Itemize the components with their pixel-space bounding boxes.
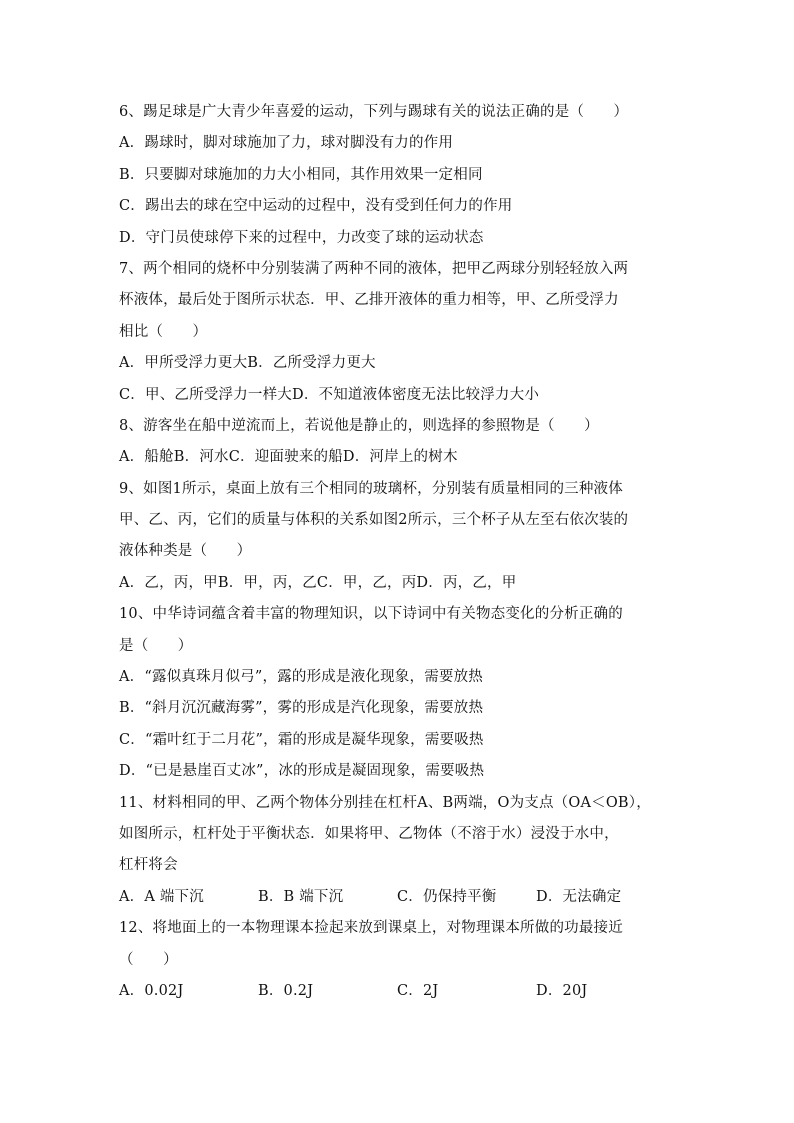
question-7-stem-line-3: 相比（ ） — [119, 323, 208, 340]
question-7-options-cd: C．甲、乙所受浮力一样大D．不知道液体密度无法比较浮力大小 — [119, 386, 540, 403]
question-11-option-c: C．仍保持平衡 — [397, 888, 497, 905]
question-9-stem-line-1: 9、如图1所示，桌面上放有三个相同的玻璃杯，分别装有质量相同的三种液体 — [119, 480, 623, 497]
question-12-option-d: D．20J — [536, 982, 588, 999]
question-9-options: A．乙，丙，甲B．甲，丙，乙C．甲，乙，丙D．丙，乙，甲 — [119, 574, 517, 591]
question-11-options — [119, 882, 679, 913]
question-11-option-b: B．B 端下沉 — [258, 888, 344, 905]
question-7-options-ab: A．甲所受浮力更大B．乙所受浮力更大 — [119, 355, 376, 372]
question-6-option-a: A．踢球时，脚对球施加了力，球对脚没有力的作用 — [119, 135, 454, 152]
question-12-option-a: A．0.02J — [119, 982, 184, 999]
question-10-option-a: A．“露似真珠月似弓”，露的形成是液化现象，需要放热 — [119, 669, 483, 686]
question-10-option-d: D．“已是悬崖百丈冰”，冰的形成是凝固现象，需要吸热 — [119, 763, 485, 780]
question-10-stem-line-1: 10、中华诗词蕴含着丰富的物理知识，以下诗词中有关物态变化的分析正确的 — [119, 606, 623, 623]
question-11-option-d: D．无法确定 — [536, 888, 622, 905]
question-11-stem-line-3: 杠杆将会 — [119, 857, 178, 874]
question-6-stem: 6、踢足球是广大青少年喜爱的运动，下列与踢球有关的说法正确的是（ ） — [119, 104, 629, 120]
question-12-stem-line-2: （ ） — [119, 951, 178, 968]
question-12-options — [119, 976, 679, 1007]
question-8-stem: 8、游客坐在船中逆流而上，若说他是静止的，则选择的参照物是（ ） — [119, 417, 599, 434]
question-12-option-c: C．2J — [397, 982, 439, 999]
question-10-option-c: C．“霜叶红于二月花”，霜的形成是凝华现象，需要吸热 — [119, 731, 484, 748]
question-6-option-b: B．只要脚对球施加的力大小相同，其作用效果一定相同 — [119, 166, 483, 183]
question-6-option-d: D．守门员使球停下来的过程中，力改变了球的运动状态 — [119, 229, 484, 246]
question-10-option-b: B．“斜月沉沉藏海雾”，雾的形成是汽化现象，需要放热 — [119, 700, 484, 717]
question-9-stem-line-3: 液体种类是（ ） — [119, 543, 252, 560]
question-12-option-b: B．0.2J — [258, 982, 314, 999]
question-7-stem-line-2: 杯液体，最后处于图所示状态．甲、乙排开液体的重力相等，甲、乙所受浮力 — [119, 292, 619, 309]
question-10-stem-line-2: 是（ ） — [119, 637, 193, 654]
question-8-options: A．船舱B．河水C．迎面驶来的船D．河岸上的树木 — [119, 449, 458, 466]
question-11-option-a: A．A 端下沉 — [119, 888, 204, 905]
question-11-stem-line-2: 如图所示，杠杆处于平衡状态．如果将甲、乙物体（不溶于水）浸没于水中， — [119, 825, 619, 842]
question-12-stem-line-1: 12、将地面上的一本物理课本捡起来放到课桌上，对物理课本所做的功最接近 — [119, 920, 623, 937]
question-11-stem-line-1: 11、材料相同的甲、乙两个物体分别挂在杠杆A、B两端，O为支点（OA＜OB）， — [119, 794, 651, 811]
question-9-stem-line-2: 甲、乙、丙，它们的质量与体积的关系如图2所示，三个杯子从左至右依次装的 — [119, 512, 629, 529]
question-7-stem-line-1: 7、两个相同的烧杯中分别装满了两种不同的液体，把甲乙两球分别轻轻放入两 — [119, 260, 629, 277]
question-6-option-c: C．踢出去的球在空中运动的过程中，没有受到任何力的作用 — [119, 198, 513, 215]
exam-page — [119, 97, 679, 1007]
